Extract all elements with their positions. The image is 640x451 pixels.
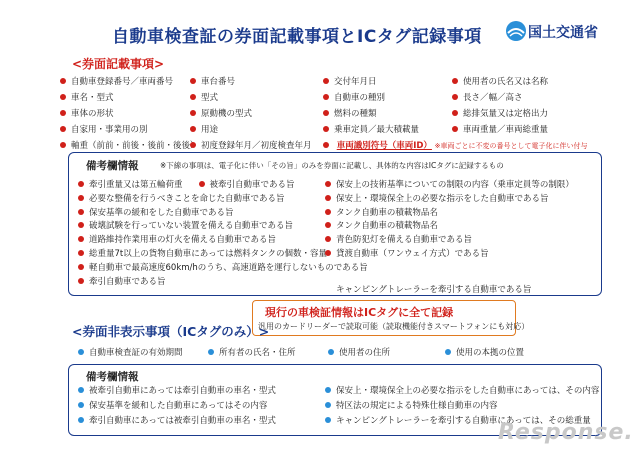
- list-item: 自家用・事業用の別: [60, 125, 199, 135]
- list-item: 原動機の型式: [190, 109, 312, 119]
- list-item: 交付年月日: [323, 77, 588, 87]
- list-item: 保安上・環境保全上の必要な指示をした自動車にあっては、その内容: [325, 386, 599, 396]
- list-item: 使用者の氏名又は名称: [452, 77, 548, 87]
- callout-body: 汎用のカードリーダーで読取可能（読取機能付きスマートフォンにも対応）: [258, 322, 530, 331]
- list-item: 保安上の技術基準についての制限の内容（乗車定員等の制限）: [325, 180, 574, 190]
- list-item: 自動車検査証の有効期間: [78, 348, 183, 358]
- list-item: 車体の形状: [60, 109, 199, 119]
- page-title: 自動車検査証の券面記載事項とICタグ記録事項: [112, 27, 482, 47]
- response-watermark: Response.: [498, 420, 634, 445]
- remarks-right-col: [325, 180, 574, 259]
- list-item: 車名・型式: [60, 93, 199, 103]
- list-item: 使用者の住所: [328, 348, 390, 358]
- remarks-note: ※下線の事項は、電子化に伴い「その旨」のみを券面に記載し、具体的な内容はICタグに記録するもの: [160, 161, 504, 170]
- list-item: 自動車登録番号／車両番号: [60, 77, 199, 87]
- list-item-text: 牽引重量又は第五輪荷重: [89, 180, 183, 190]
- list-item: 用途: [190, 125, 312, 135]
- vehicle-id-label: 車両識別符号（車両ID）: [336, 141, 432, 151]
- callout-title: 現行の車検証情報はICタグに全て記録: [265, 306, 454, 319]
- mlit-logo-icon: [505, 20, 527, 42]
- ic-remarks-left: [78, 386, 276, 426]
- list-item: 破壊試験を行っていない装置を備える自動車である旨: [78, 221, 368, 231]
- list-item: 貸渡自動車（ワンウェイ方式）である旨: [325, 249, 574, 259]
- list-item: 車両重量／車両総重量: [452, 125, 548, 135]
- face-col-4: [452, 77, 548, 135]
- list-item: 使用の本拠の位置: [445, 348, 524, 358]
- list-item: 初度登録年月／初度検査年月: [190, 141, 312, 151]
- list-item: 必要な整備を行うべきことを命じた自動車である旨: [78, 194, 368, 204]
- list-item-towed: 被牽引自動車である旨: [199, 180, 295, 190]
- list-item: 車台番号: [190, 77, 312, 87]
- list-item: 軸重（前前・前後・後前・後後）: [60, 141, 199, 151]
- list-item-camping: キャンピングトレーラーを牽引する自動車である旨: [336, 285, 532, 295]
- list-item: キャンピングトレーラーを牽引する自動車にあっては、その総重量: [325, 416, 599, 426]
- vehicle-id-note: ※車両ごとに不変の番号として電子化に伴い付与: [434, 142, 588, 150]
- list-item: 軽自動車で最高速度60km/hのうち、高速道路を運行しないものである旨: [78, 263, 368, 273]
- list-item: 被牽引自動車にあっては牽引自動車の車名・型式: [78, 386, 276, 396]
- section-ic-heading: <券面非表示事項（ICタグのみ）>: [72, 324, 270, 339]
- list-item: 保安上・環境保全上の必要な指示をした自動車である旨: [325, 194, 574, 204]
- face-col-2: [190, 77, 312, 151]
- list-item: 牽引自動車にあっては被牽引自動車の車名・型式: [78, 416, 276, 426]
- list-item: 青色防犯灯を備える自動車である旨: [325, 235, 574, 245]
- list-item: 保安基準を緩和した自動車にあってはその内容: [78, 401, 276, 411]
- list-item-vehicle-id: [323, 141, 588, 151]
- list-item: 長さ／幅／高さ: [452, 93, 548, 103]
- list-item: タンク自動車の積載物品名: [325, 221, 574, 231]
- list-item: 道路維持作業用車の灯火を備える自動車である旨: [78, 235, 368, 245]
- list-item: 総排気量又は定格出力: [452, 109, 548, 119]
- remarks-heading-ic: 備考欄情報: [86, 371, 139, 383]
- list-item: 自動車の種別: [323, 93, 588, 103]
- list-item: 牽引自動車である旨: [78, 277, 368, 287]
- section-face-heading: <券面記載事項>: [72, 57, 165, 71]
- list-item: 保安基準の緩和をした自動車である旨: [78, 208, 368, 218]
- list-item: 所有者の氏名・住所: [208, 348, 296, 358]
- list-item: 型式: [190, 93, 312, 103]
- list-item: 特区法の規定による特殊仕様自動車の内容: [325, 401, 599, 411]
- list-item: 乗車定員／最大積載量: [323, 125, 588, 135]
- list-item: 燃料の種類: [323, 109, 588, 119]
- remarks-heading-face: 備考欄情報: [86, 160, 139, 172]
- face-col-1: [60, 77, 199, 151]
- mlit-logo-text: 国土交通省: [528, 25, 598, 41]
- list-item: タンク自動車の積載物品名: [325, 208, 574, 218]
- list-item: 総重量7t以上の貨物自動車にあっては燃料タンクの個数・容量: [78, 249, 368, 259]
